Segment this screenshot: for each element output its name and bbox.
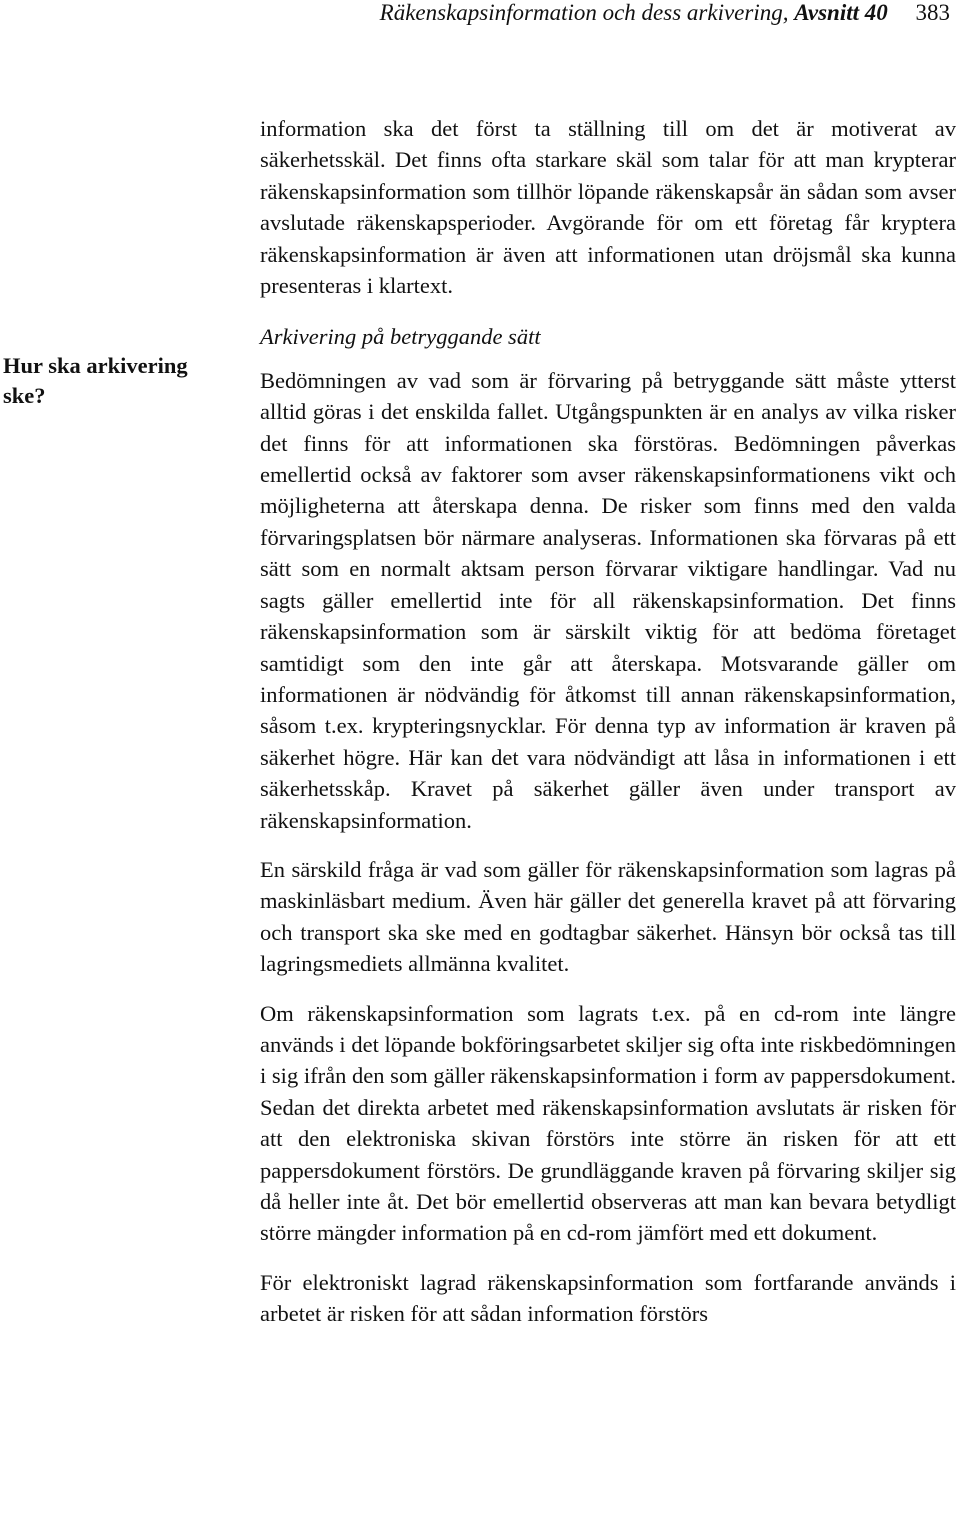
header-title: Räkenskapsinformation och dess arkivering,: [379, 0, 789, 25]
body-text: [260, 113, 956, 1330]
paragraph-2: Bedömningen av vad som är förvaring på betryggande sätt måste ytterst alltid göras i det enskilda fallet. Utgångspunkten är en analys av vilka risker det finns för att informationen ska förstöras. Bedömningen påverkas emellertid också av faktorer som avser räkenskapsinformationens vikt och möjligheterna att återskapa denna. De risker som finns med den valda förvaringsplatsen bör närmare analyseras. Informationen ska förvaras på ett sätt som en normalt aktsam person förvarar viktigare handlingar. Vad nu sagts gäller emellertid inte för all räkenskapsinformation. Det finns räkenskapsinformation som är särskilt viktig för att bedöma företaget samtidigt som den inte går att återskapa. Motsvarande gäller om informationen är nödvändig för åtkomst till annan räkenskapsinformation, såsom t.ex. krypteringsnycklar. För denna typ av information är kraven på säkerhet högre. Här kan det vara nödvändigt att låsa in informationen i ett säkerhetsskåp. Kravet på säkerhet gäller även under transport av räkenskapsinformation.: [260, 367, 956, 833]
page-number: 383: [915, 0, 950, 25]
header-section: Avsnitt 40: [794, 0, 888, 25]
paragraph-3: En särskild fråga är vad som gäller för räkenskapsinformation som lagras på maskinläsbart medium. Även här gäller det generella kravet på att förvaring och transport ska ske med en godtagbar säkerhet. Hänsyn bör också tas till lagringsmediets allmänna kvalitet.: [260, 856, 956, 977]
paragraph-5: För elektroniskt lagrad räkenskapsinformation som fortfarande används i arbetet är risken för att sådan information förstörs: [260, 1269, 956, 1327]
subheading: Arkivering på betryggande sätt: [260, 324, 541, 350]
paragraph-4: Om räkenskapsinformation som lagrats t.ex. på en cd-rom inte längre används i det löpande bokföringsarbetet skiljer sig ofta inte riskbedömningen i sig ifrån den som gäller räkenskapsinformation i form av pappersdokument. Sedan det direkta arbetet med räkenskapsinformation avslutats är risken för att den elektroniska skivan förstörs inte större än risken för att ett pappersdokument förstörs. De grundläggande kraven på förvaring skiljer sig då heller inte åt. Det bör emellertid observeras att man kan bevara betydligt större mängder information på en cd-rom jämfört med ett dokument.: [260, 1000, 956, 1246]
margin-note: Hur ska arkivering ske?: [3, 353, 188, 408]
running-header: [380, 0, 950, 28]
paragraph-1: information ska det först ta ställning till om det är motiverat av säkerhetsskäl. Det finns ofta starkare skäl som talar för att man krypterar räkenskapsinformation som tillhör löpande räkenskapsår än sådan som avser avslutade räkenskapsperioder. Avgörande för om ett företag får kryptera räkenskapsinformation är även att informationen utan dröjsmål ska kunna presenteras i klartext.: [260, 116, 956, 299]
